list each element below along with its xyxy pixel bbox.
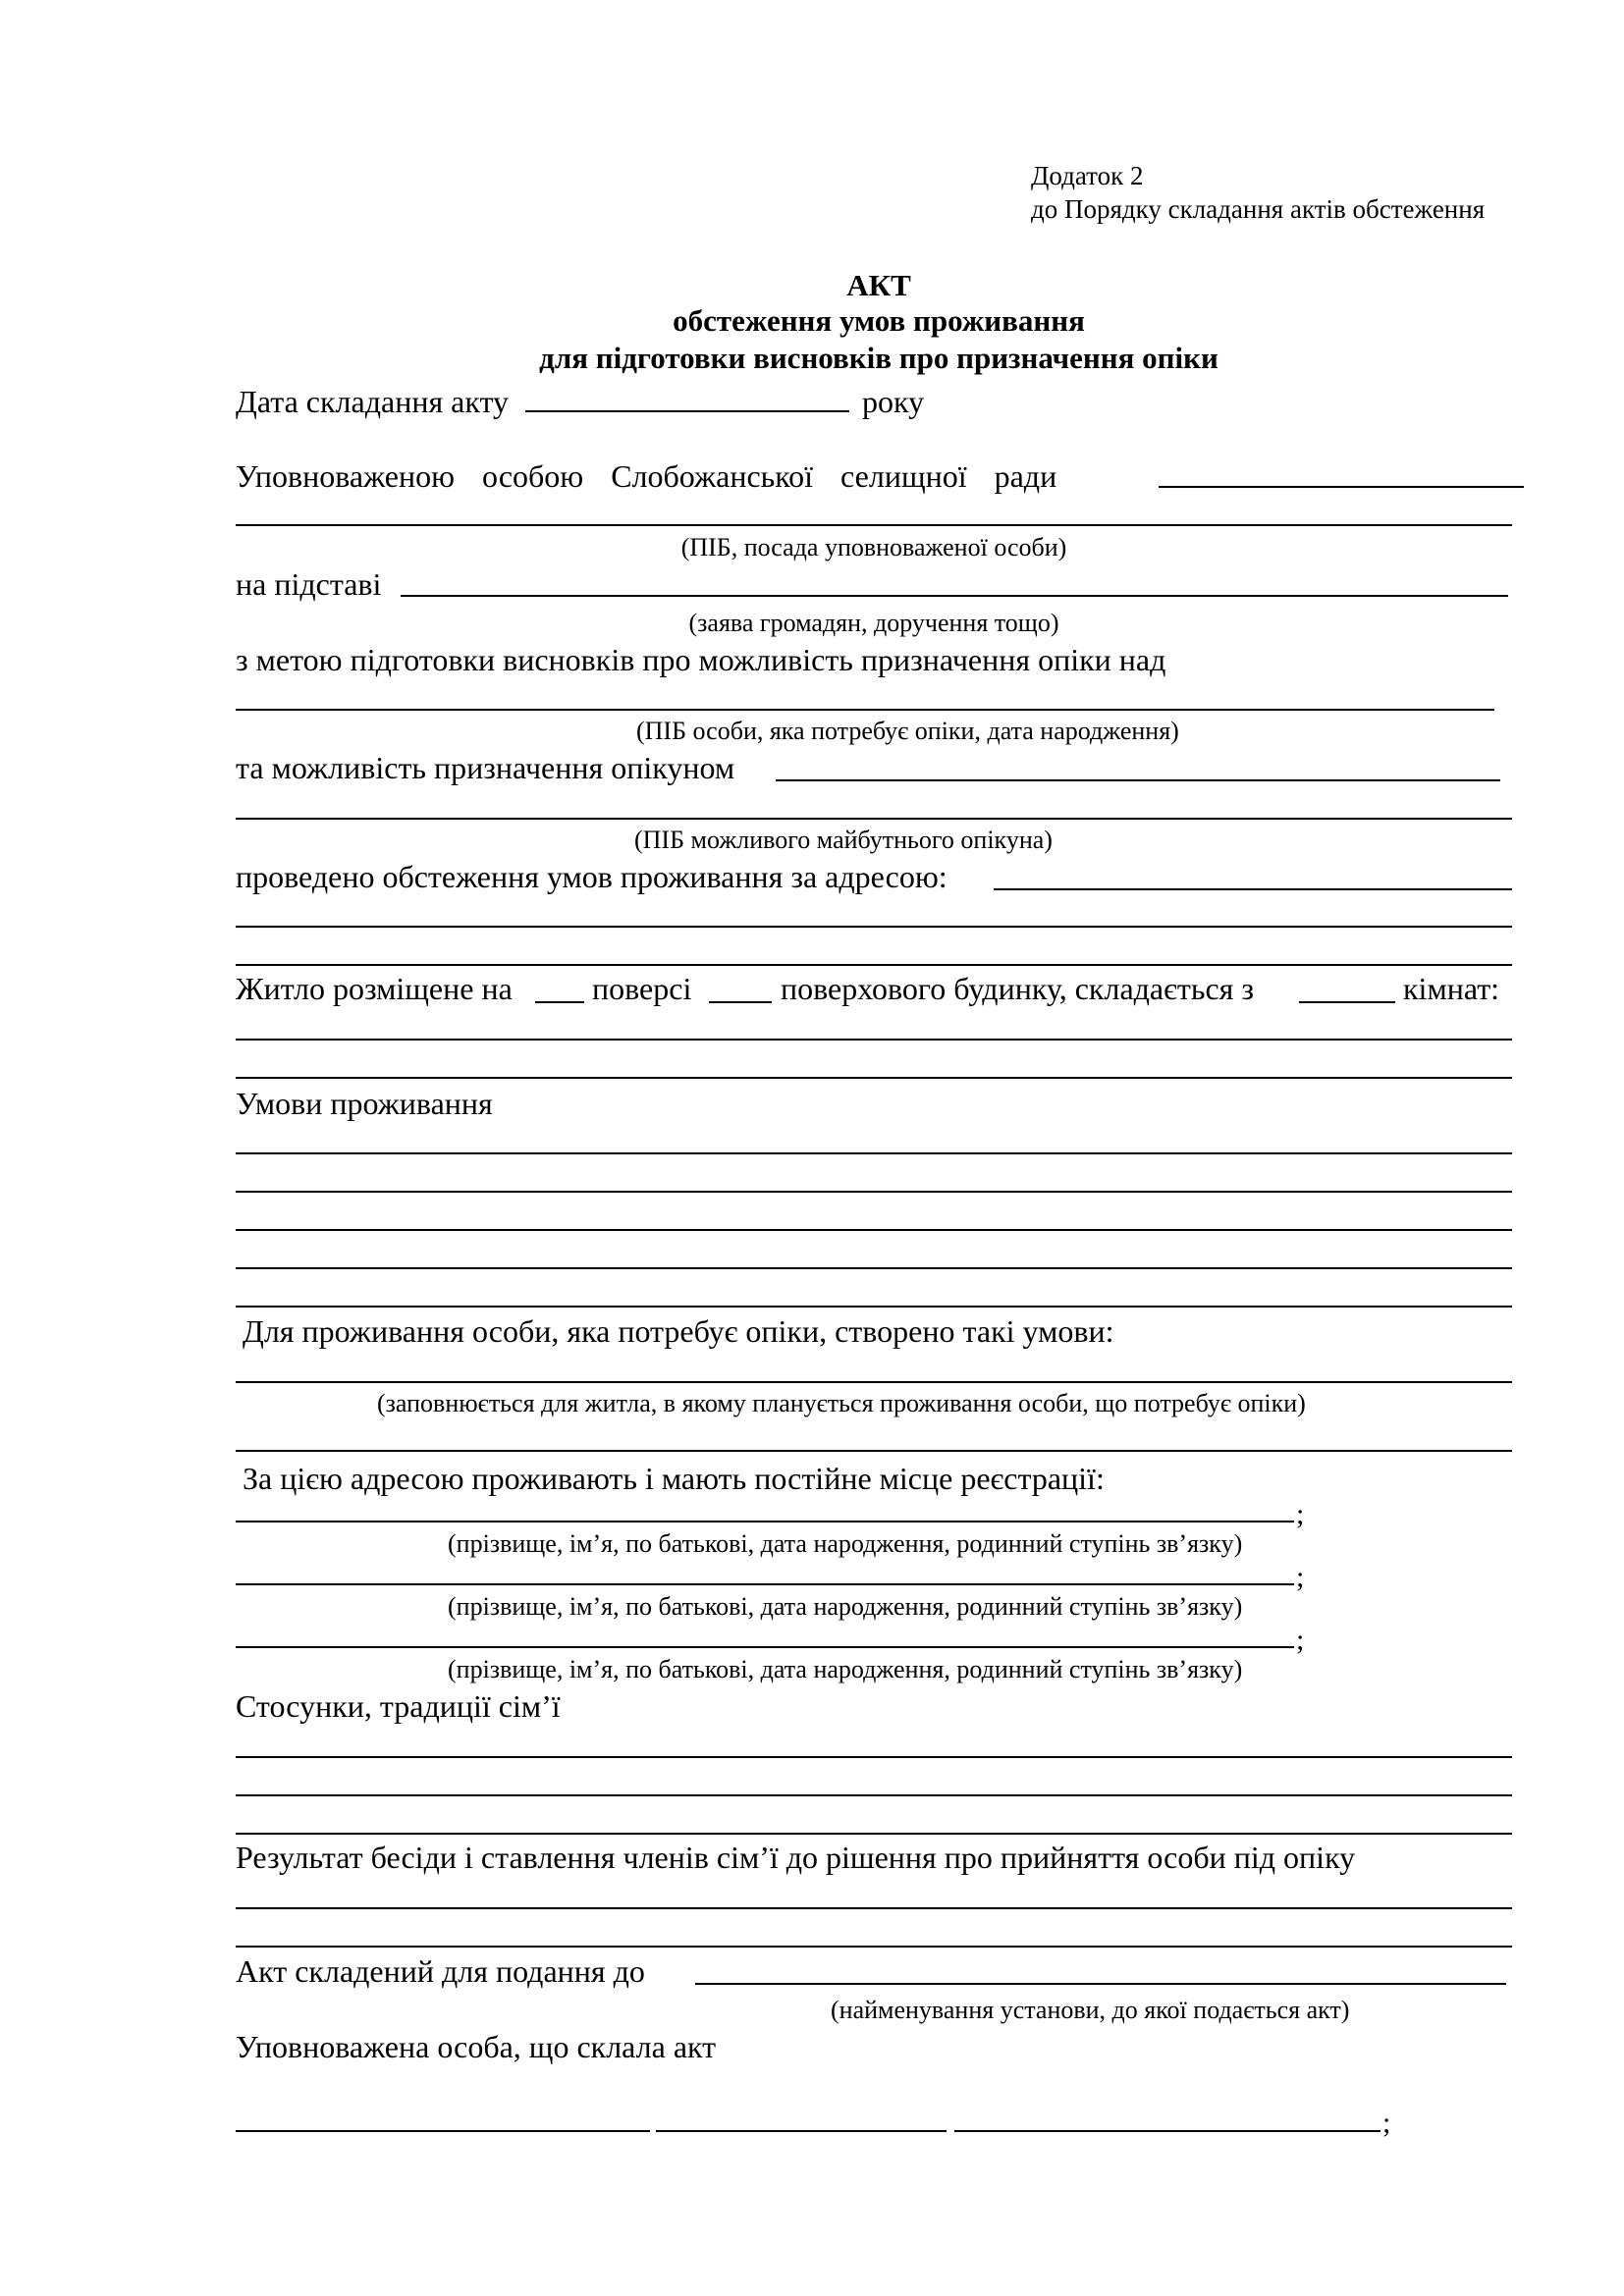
resident-separator-3: ; <box>1296 1624 1305 1656</box>
signer-separator: ; <box>1382 2107 1391 2139</box>
storeys-field[interactable] <box>709 1001 772 1003</box>
address-field-3[interactable] <box>236 964 1512 966</box>
result-field-2[interactable] <box>236 1946 1512 1948</box>
conditions-field-1[interactable] <box>236 1152 1512 1154</box>
submit-field[interactable] <box>695 1983 1506 1985</box>
signer-name-field[interactable] <box>236 2130 650 2132</box>
document-subtitle-2: для підготовки висновків про призначення опіки <box>539 341 1218 375</box>
authorized-label: Уповноваженою особою Слобожанської селищної ради <box>236 458 1057 494</box>
ward-conditions-field-2[interactable] <box>236 1450 1512 1452</box>
date-label: Дата складання акту <box>236 384 510 419</box>
resident-field-2[interactable] <box>236 1583 1294 1585</box>
document-subtitle: обстеження умов проживання <box>673 303 1085 338</box>
basis-field[interactable] <box>401 595 1508 597</box>
housing-label-3: поверхового будинку, складається з <box>781 971 1254 1006</box>
signer-signature-field[interactable] <box>954 2130 1380 2132</box>
date-field[interactable] <box>525 410 849 412</box>
resident-hint-2: (прізвище, ім’я, по батькові, дата народження, родинний ступінь зв’язку) <box>448 1592 1243 1621</box>
housing-label-1: Житло розміщене на <box>236 971 513 1006</box>
appendix-number: Додаток 2 <box>1031 161 1144 190</box>
residents-label: За цією адресою проживають і мають постійне місце реєстрації: <box>243 1461 1105 1496</box>
guardian-field-1[interactable] <box>776 779 1500 781</box>
conditions-field-2[interactable] <box>236 1191 1512 1193</box>
resident-field-1[interactable] <box>236 1521 1294 1522</box>
signer-position-field[interactable] <box>656 2130 947 2132</box>
ward-field[interactable] <box>236 709 1494 711</box>
appendix-reference: до Порядку складання актів обстеження <box>1031 194 1486 224</box>
rooms-field[interactable] <box>1299 1001 1395 1003</box>
housing-label-2: поверсі <box>592 971 692 1006</box>
conditions-label: Умови проживання <box>236 1086 493 1121</box>
housing-label-4: кімнат: <box>1403 971 1500 1006</box>
relations-field-1[interactable] <box>236 1756 1512 1758</box>
resident-hint-3: (прізвище, ім’я, по батькові, дата народження, родинний ступінь зв’язку) <box>448 1655 1243 1683</box>
conditions-field-5[interactable] <box>236 1306 1512 1308</box>
address-field-1[interactable] <box>994 888 1512 890</box>
result-field-1[interactable] <box>236 1907 1512 1909</box>
guardian-label: та можливість призначення опікуном <box>236 750 735 785</box>
submit-label: Акт складений для подання до <box>236 1953 645 1989</box>
ward-hint: (ПІБ особи, яка потребує опіки, дата народження) <box>636 717 1179 745</box>
authorized-field-1[interactable] <box>1159 486 1524 488</box>
purpose-label: з метою підготовки висновків про можливість призначення опіки над <box>236 642 1166 677</box>
address-label: проведено обстеження умов проживання за адресою: <box>236 859 947 894</box>
relations-label: Стосунки, традиції сім’ї <box>236 1688 561 1724</box>
ward-conditions-hint: (заповнюється для житла, в якому планується проживання особи, що потребує опіки) <box>377 1389 1306 1417</box>
document-title: АКТ <box>846 268 911 302</box>
basis-hint: (заява громадян, доручення тощо) <box>688 609 1059 637</box>
guardian-field-2[interactable] <box>236 818 1512 820</box>
resident-hint-1: (прізвище, ім’я, по батькові, дата народження, родинний ступінь зв’язку) <box>448 1529 1243 1558</box>
guardian-hint: (ПІБ можливого майбутнього опікуна) <box>634 826 1053 854</box>
authorized-hint: (ПІБ, посада уповноваженої особи) <box>680 533 1067 561</box>
housing-field-3[interactable] <box>236 1077 1512 1079</box>
basis-label: на підставі <box>236 566 382 602</box>
authorized-field-2[interactable] <box>236 524 1512 526</box>
resident-field-3[interactable] <box>236 1646 1294 1648</box>
housing-field-2[interactable] <box>236 1039 1512 1041</box>
date-suffix: року <box>862 384 925 419</box>
address-field-2[interactable] <box>236 926 1512 928</box>
conditions-field-3[interactable] <box>236 1229 1512 1231</box>
result-label: Результат бесіди і ставлення членів сім’ї до рішення про прийняття особи під опіку <box>236 1840 1356 1875</box>
signer-label: Уповноважена особа, що склала акт <box>236 2029 717 2064</box>
ward-conditions-label: Для проживання особи, яка потребує опіки, створено такі умови: <box>243 1313 1114 1349</box>
relations-field-3[interactable] <box>236 1833 1512 1835</box>
resident-separator-1: ; <box>1296 1498 1305 1530</box>
floor-field[interactable] <box>535 1001 584 1003</box>
conditions-field-4[interactable] <box>236 1267 1512 1269</box>
submit-hint: (найменування установи, до якої подається акт) <box>831 1996 1350 2024</box>
resident-separator-2: ; <box>1296 1561 1305 1593</box>
relations-field-2[interactable] <box>236 1794 1512 1796</box>
ward-conditions-field-1[interactable] <box>236 1381 1512 1383</box>
